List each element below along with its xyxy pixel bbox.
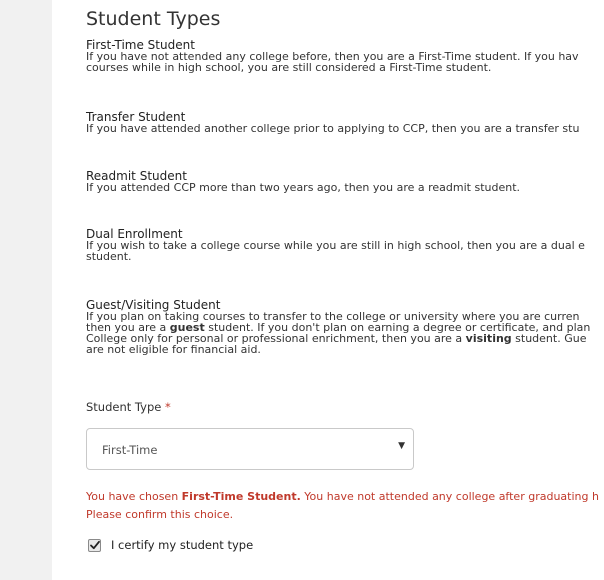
desc-line: If you have attended another college prior to applying to CCP, then you are a transfer stu [86,122,580,135]
desc-line: courses while in high school, you are still considered a First-Time student. [86,61,492,74]
select-value: First-Time [102,443,158,457]
desc-text: then you are a [86,321,170,334]
type-description [86,182,604,193]
student-type-transfer [86,111,604,134]
certify-label: I certify my student type [111,538,254,552]
desc-text: College only for personal or professional enrichment, then you are a [86,332,466,345]
page-title: Student Types [86,8,221,30]
desc-line: If you have not attended any college before, then you are a First-Time student. If you hav [86,50,579,63]
desc-text: student. If you don't plan on earning a degree or certificate, and plan [204,321,591,334]
confirmation-line: Please confirm this choice. [86,508,234,521]
student-type-dual-enrollment [86,228,604,262]
confirmation-choice: First-Time Student. [181,490,301,503]
emphasis-visiting: visiting [465,332,512,345]
type-description [86,123,604,134]
caret-down-icon: ▼ [398,441,405,451]
student-type-label [86,400,171,414]
choice-confirmation-message [86,488,599,524]
desc-text: student. Gue [511,332,587,345]
type-title: Transfer Student [86,110,186,124]
type-title: Guest/Visiting Student [86,298,221,312]
desc-line: are not eligible for financial aid. [86,343,261,356]
student-types-section [86,8,604,552]
type-description [86,311,604,355]
desc-line: student. [86,250,132,263]
student-type-select[interactable] [86,428,414,470]
confirmation-line [86,488,599,506]
confirmation-text: You have not attended any college after graduating h [300,490,599,503]
type-description [86,51,604,73]
checkmark-icon [89,539,101,551]
confirmation-text: You have chosen [86,490,182,503]
certify-checkbox-row[interactable] [88,538,253,552]
student-type-readmit [86,170,604,193]
desc-line: If you wish to take a college course while you are still in high school, then you are a dual e [86,239,585,252]
student-type-first-time [86,39,604,73]
desc-line: If you plan on taking courses to transfer to the college or university where you are curren [86,310,580,323]
type-title: Readmit Student [86,169,187,183]
type-title: First-Time Student [86,38,195,52]
main-panel [52,0,604,580]
emphasis-guest: guest [169,321,205,334]
certify-checkbox[interactable] [88,539,101,552]
type-description [86,240,604,262]
student-type-guest-visiting [86,299,604,355]
type-title: Dual Enrollment [86,227,183,241]
desc-line: If you attended CCP more than two years ago, then you are a readmit student. [86,181,521,194]
field-label-text: Student Type [86,400,162,414]
required-marker: * [165,400,171,414]
